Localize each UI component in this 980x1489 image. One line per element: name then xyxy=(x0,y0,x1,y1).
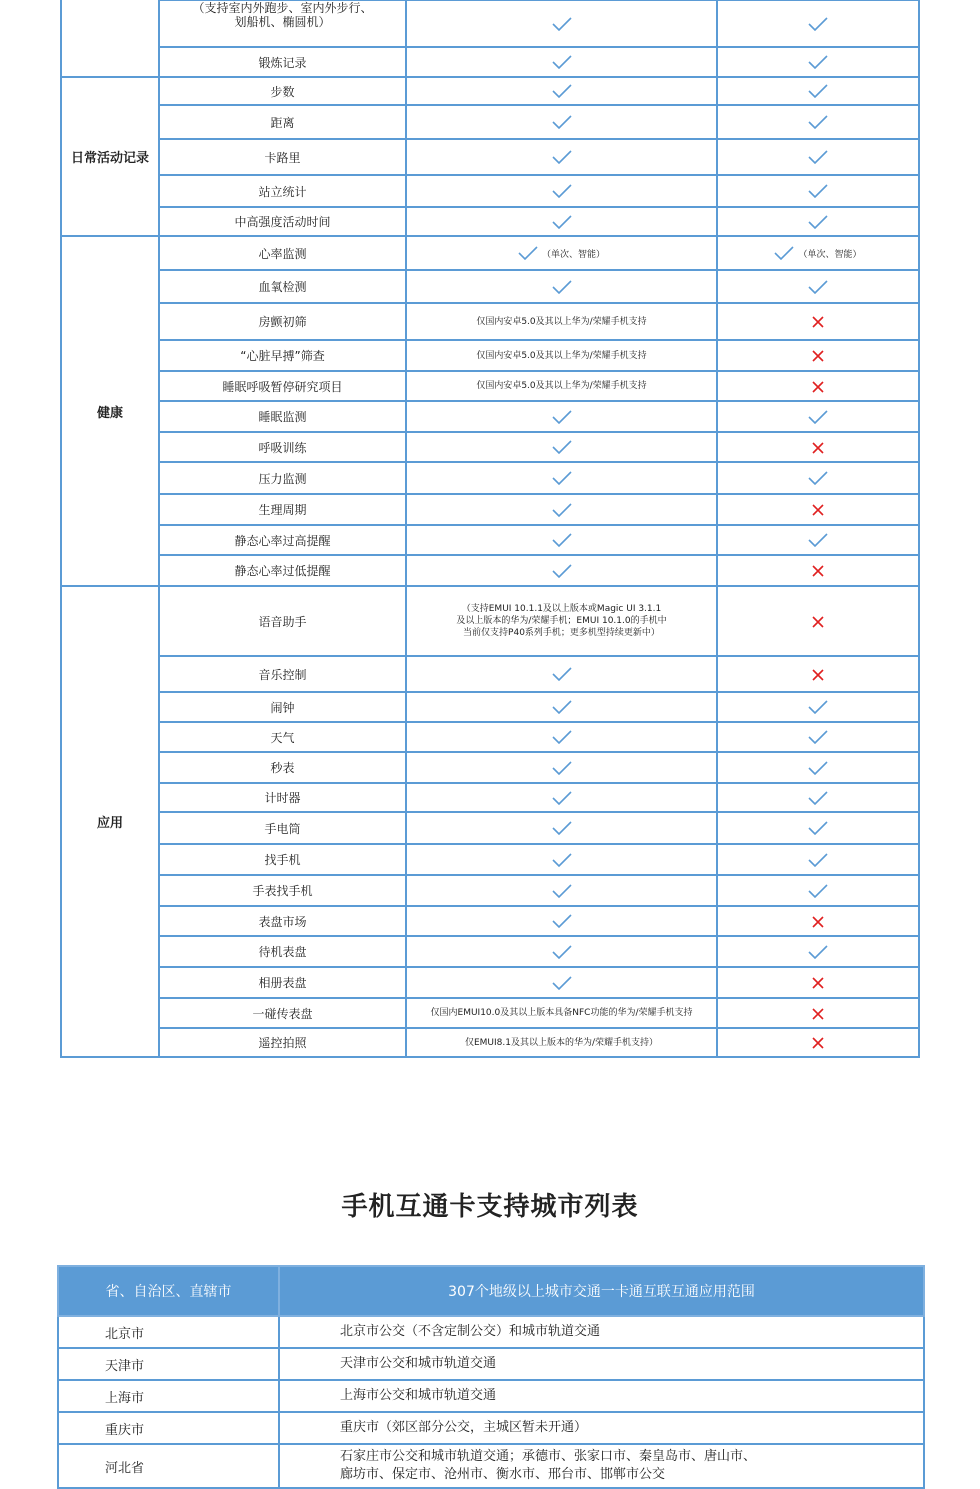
note-line: 仅国内安卓5.0及其以上华为/荣耀手机支持 xyxy=(476,350,647,361)
cross-icon xyxy=(812,916,824,928)
feature-row xyxy=(0,586,980,656)
cross-icon xyxy=(812,442,824,454)
supported-cell xyxy=(717,722,919,752)
cross-icon xyxy=(812,1037,824,1049)
supported-cell xyxy=(406,139,717,175)
supported-cell xyxy=(406,270,717,303)
check-icon xyxy=(552,471,572,485)
group-label: 健康 xyxy=(61,236,159,586)
transit-scope: 上海市公交和城市轨道交通 xyxy=(279,1380,924,1412)
check-icon xyxy=(808,791,828,805)
supported-cell xyxy=(406,936,717,967)
province-name: 天津市 xyxy=(58,1348,279,1380)
supported-cell xyxy=(717,401,919,432)
check-icon xyxy=(552,150,572,164)
feature-name: 静态心率过低提醒 xyxy=(159,555,406,586)
transit-scope: 重庆市（郊区部分公交，主城区暂未开通） xyxy=(279,1412,924,1444)
check-icon xyxy=(552,976,572,990)
supported-cell xyxy=(406,722,717,752)
check-icon xyxy=(552,533,572,547)
supported-cell xyxy=(717,812,919,844)
support-tag: （单次、智能） xyxy=(541,249,605,260)
supported-cell xyxy=(406,432,717,462)
supported-cell xyxy=(406,401,717,432)
supported-cell xyxy=(717,139,919,175)
city-table-header xyxy=(58,1266,924,1316)
check-icon xyxy=(552,84,572,98)
feature-name: 中高强度活动时间 xyxy=(159,207,406,236)
feature-name: 找手机 xyxy=(159,844,406,875)
note-line: 仅国内安卓5.0及其以上华为/荣耀手机支持 xyxy=(476,381,647,391)
support-note xyxy=(406,340,717,371)
supported-cell xyxy=(717,844,919,875)
supported-cell xyxy=(406,555,717,586)
feature-name: 心率监测 xyxy=(159,236,406,270)
check-icon xyxy=(808,280,828,294)
feature-name: 秒表 xyxy=(159,752,406,783)
feature-name: 锻炼记录 xyxy=(159,47,406,77)
check-icon xyxy=(552,821,572,835)
transit-scope: 天津市公交和城市轨道交通 xyxy=(279,1348,924,1380)
feature-name: 压力监测 xyxy=(159,462,406,494)
supported-cell xyxy=(406,525,717,555)
check-icon xyxy=(552,700,572,714)
supported-cell xyxy=(717,783,919,812)
check-icon xyxy=(808,533,828,547)
supported-cell xyxy=(406,0,717,47)
supported-cell xyxy=(717,0,919,47)
feature-name: 手表找手机 xyxy=(159,875,406,906)
check-icon xyxy=(552,914,572,928)
check-icon xyxy=(808,884,828,898)
check-icon xyxy=(552,440,572,454)
supported-cell xyxy=(717,105,919,139)
supported-cell xyxy=(406,844,717,875)
supported-cell xyxy=(406,752,717,783)
note-line: 仅国内安卓5.0及其以上华为/荣耀手机支持 xyxy=(476,316,647,327)
feature-name: 房颤初筛 xyxy=(159,303,406,340)
check-icon xyxy=(552,791,572,805)
feature-row xyxy=(0,236,980,270)
city-row xyxy=(58,1316,924,1348)
supported-cell xyxy=(717,47,919,77)
feature-row xyxy=(0,0,980,47)
check-icon xyxy=(808,115,828,129)
right-margin xyxy=(919,0,980,1057)
check-icon xyxy=(552,761,572,775)
feature-name: 站立统计 xyxy=(159,175,406,207)
support-note xyxy=(406,1028,717,1057)
supported-cell xyxy=(406,656,717,692)
supported-cell xyxy=(717,462,919,494)
note-line: 当前仅支持P40系列手机；更多机型持续更新中） xyxy=(463,628,660,638)
feature-name: 一碰传表盘 xyxy=(159,998,406,1028)
unsupported-cell xyxy=(717,586,919,656)
check-icon xyxy=(552,17,572,31)
check-icon xyxy=(552,503,572,517)
note-line: 及以上版本的华为/荣耀手机；EMUI 10.1.0的手机中 xyxy=(456,616,667,626)
feature-name: 静态心率过高提醒 xyxy=(159,525,406,555)
feature-name: 闹钟 xyxy=(159,692,406,722)
check-icon xyxy=(552,280,572,294)
unsupported-cell xyxy=(717,371,919,401)
supported-cell xyxy=(717,207,919,236)
support-note xyxy=(406,371,717,401)
supported-cell xyxy=(717,175,919,207)
transit-scope: 北京市公交（不含定制公交）和城市轨道交通 xyxy=(279,1316,924,1348)
supported-cell xyxy=(406,236,717,270)
feature-name: 卡路里 xyxy=(159,139,406,175)
check-icon xyxy=(552,184,572,198)
supported-cell xyxy=(717,936,919,967)
check-icon xyxy=(808,55,828,69)
cross-icon xyxy=(812,1008,824,1020)
unsupported-cell xyxy=(717,494,919,525)
check-icon xyxy=(808,945,828,959)
group-label: 日常活动记录 xyxy=(61,77,159,236)
supported-cell xyxy=(406,462,717,494)
header-scope: 307个地级以上城市交通一卡通互联互通应用范围 xyxy=(279,1266,924,1316)
supported-cell xyxy=(406,105,717,139)
supported-cell xyxy=(406,906,717,936)
unsupported-cell xyxy=(717,555,919,586)
supported-cell xyxy=(406,692,717,722)
city-row xyxy=(58,1444,924,1488)
check-icon xyxy=(774,246,794,260)
city-list-title: 手机互通卡支持城市列表 xyxy=(341,1192,639,1222)
check-icon xyxy=(552,945,572,959)
cross-icon xyxy=(812,977,824,989)
check-icon xyxy=(552,884,572,898)
supported-cell xyxy=(717,525,919,555)
feature-name: 音乐控制 xyxy=(159,656,406,692)
feature-name: 表盘市场 xyxy=(159,906,406,936)
unsupported-cell xyxy=(717,1028,919,1057)
feature-name: 手电筒 xyxy=(159,812,406,844)
unsupported-cell xyxy=(717,432,919,462)
header-province: 省、自治区、直辖市 xyxy=(58,1266,279,1316)
check-icon xyxy=(552,564,572,578)
supported-cell xyxy=(406,967,717,998)
check-icon xyxy=(552,730,572,744)
supported-cell xyxy=(717,875,919,906)
supported-cell xyxy=(406,207,717,236)
check-icon xyxy=(808,471,828,485)
supported-cell xyxy=(717,270,919,303)
check-icon xyxy=(518,246,538,260)
check-icon xyxy=(808,821,828,835)
city-row xyxy=(58,1412,924,1444)
check-icon xyxy=(808,84,828,98)
group-label: 应用 xyxy=(61,586,159,1057)
check-icon xyxy=(552,55,572,69)
cross-icon xyxy=(812,504,824,516)
check-icon xyxy=(552,115,572,129)
province-name: 重庆市 xyxy=(58,1412,279,1444)
unsupported-cell xyxy=(717,340,919,371)
supported-cell xyxy=(406,812,717,844)
city-row xyxy=(58,1348,924,1380)
feature-name: 相册表盘 xyxy=(159,967,406,998)
supported-cell xyxy=(717,692,919,722)
check-icon xyxy=(552,410,572,424)
feature-name: 天气 xyxy=(159,722,406,752)
support-note xyxy=(406,586,717,656)
check-icon xyxy=(808,150,828,164)
unsupported-cell xyxy=(717,303,919,340)
support-note xyxy=(406,998,717,1028)
feature-name: 语音助手 xyxy=(159,586,406,656)
unsupported-cell xyxy=(717,998,919,1028)
note-line: 仅国内EMUI10.0及其以上版本具备NFC功能的华为/荣耀手机支持 xyxy=(430,1008,693,1018)
supported-cell xyxy=(717,752,919,783)
feature-name: 遥控拍照 xyxy=(159,1028,406,1057)
supported-cell xyxy=(406,77,717,105)
feature-name: 生理周期 xyxy=(159,494,406,525)
feature-name: 距离 xyxy=(159,105,406,139)
check-icon xyxy=(808,761,828,775)
cross-icon xyxy=(812,316,824,328)
feature-name: 待机表盘 xyxy=(159,936,406,967)
feature-row xyxy=(0,77,980,105)
check-icon xyxy=(552,667,572,681)
feature-name: 呼吸训练 xyxy=(159,432,406,462)
note-line: （支持EMUI 10.1.1及以上版本或Magic UI 3.1.1 xyxy=(461,604,662,614)
cross-icon xyxy=(812,616,824,628)
supported-cell xyxy=(406,783,717,812)
city-support-table xyxy=(57,1265,925,1489)
check-icon xyxy=(808,410,828,424)
feature-name: 睡眠监测 xyxy=(159,401,406,432)
province-name: 上海市 xyxy=(58,1380,279,1412)
supported-cell xyxy=(406,47,717,77)
feature-name: 步数 xyxy=(159,77,406,105)
check-icon xyxy=(808,853,828,867)
feature-name: 计时器 xyxy=(159,783,406,812)
support-tag: （单次、智能） xyxy=(798,249,862,260)
supported-cell xyxy=(406,875,717,906)
check-icon xyxy=(808,700,828,714)
supported-cell xyxy=(406,494,717,525)
province-name: 北京市 xyxy=(58,1316,279,1348)
note-line: 仅EMUI8.1及其以上版本的华为/荣耀手机支持） xyxy=(464,1037,659,1048)
check-icon xyxy=(552,215,572,229)
group-label xyxy=(61,0,159,77)
cross-icon xyxy=(812,350,824,362)
cross-icon xyxy=(812,381,824,393)
check-icon xyxy=(808,730,828,744)
check-icon xyxy=(808,184,828,198)
feature-name: “心脏早搏”筛查 xyxy=(159,340,406,371)
check-icon xyxy=(552,853,572,867)
check-icon xyxy=(808,215,828,229)
supported-cell xyxy=(717,77,919,105)
cross-icon xyxy=(812,669,824,681)
feature-name: 血氧检测 xyxy=(159,270,406,303)
city-row xyxy=(58,1380,924,1412)
supported-cell xyxy=(717,236,919,270)
support-note xyxy=(406,303,717,340)
cross-icon xyxy=(812,565,824,577)
feature-name: （支持室内外跑步、室内外步行、 划船机、椭圆机） xyxy=(159,0,406,47)
check-icon xyxy=(808,17,828,31)
province-name: 河北省 xyxy=(58,1444,279,1488)
unsupported-cell xyxy=(717,906,919,936)
unsupported-cell xyxy=(717,967,919,998)
feature-name: 睡眠呼吸暂停研究项目 xyxy=(159,371,406,401)
left-margin xyxy=(0,0,61,1057)
supported-cell xyxy=(406,175,717,207)
transit-scope: 石家庄市公交和城市轨道交通；承德市、张家口市、秦皇岛市、唐山市、 廊坊市、保定市、沧州市、衡水市、邢台市、邯郸市公交 xyxy=(279,1444,924,1488)
unsupported-cell xyxy=(717,656,919,692)
